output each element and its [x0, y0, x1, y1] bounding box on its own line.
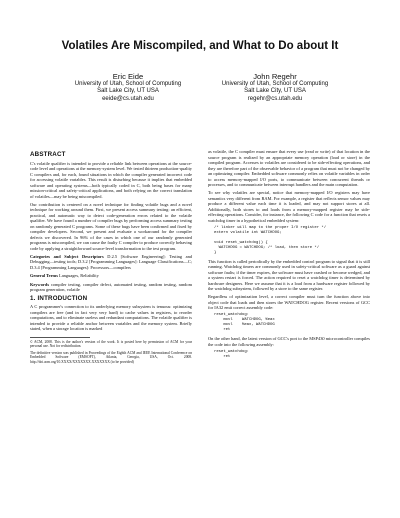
body-paragraph: Regardless of optimization level, a correct compiler must turn the function above into object code that loads and then stores the WATCHDOG register. Recent versions of GCC for IA32 emit correct assembly code:: [208, 294, 370, 310]
code-listing-ia32: reset_watchdog: movl WATCHDOG, %eax movl %eax, WATCHDOG ret: [214, 313, 275, 332]
keywords-label: Keywords: [30, 281, 50, 287]
general-terms: [30, 273, 192, 279]
terms-label: General Terms: [30, 273, 58, 278]
categories-text: D.2.5 [Software Engineering]: Testing and Debugging—testing tools; D.3.2 [Programming Languages]: Language Classifications—C; D.3.4 [Programming Languages]: Processors—compilers: [30, 253, 192, 270]
author-name: John Regehr: [253, 72, 297, 81]
code-listing-c: /* linker will map to the proper I/O register */ extern volatile int WATCHDOG; void reset_watchdog() { WATCHDOG = WATCHDOG; /* load, then store */ }: [214, 225, 327, 255]
body-paragraph: This function is called periodically by the embedded control program to signal that it is still running. Watchdog timers are commonly used in safety-critical software as a guard against software faults; if the timer expires, the software must have crashed or become wedged, and a system restart is forced. The action required to reset a watchdog timer is determined by hardware designers. Here we assume that it is a load from a hardware register followed by the watchdog subsystem, followed by a store to the same register.: [208, 258, 370, 291]
author-block-eide: [43, 72, 213, 103]
copyright-footnote: © ACM, 2008. This is the author's version of the work. It is posted here by permission of ACM for your personal use. Not for redistribution.: [30, 339, 192, 348]
intro-heading: 1. INTRODUCTION: [30, 294, 88, 302]
categories-label: Categories and Subject Descriptors: [30, 253, 104, 259]
body-paragraph: To see why volatiles are special, notice that memory-mapped I/O registers may have semantics very different from RAM. For example, a register that reflects sensor values may produce a different value each time it is loaded, and may not support stores at all. Additionally, both stores to and loads from a memory-mapped register may be side-effecting operations. Consider, for instance, the following C code for a function that resets a watchdog timer in a hypothetical embedded system:: [208, 190, 370, 223]
body-paragraph: On the other hand, the latest version of GCC's port to the MSP430 microcontroller compiles the code into the following assembly:: [208, 336, 370, 347]
paper-title: Volatiles Are Miscompiled, and What to Do about It: [61, 40, 339, 52]
author-name: Eric Eide: [112, 72, 144, 81]
author-email[interactable]: eeide@cs.utah.edu: [102, 95, 154, 102]
author-block-regehr: [190, 72, 360, 103]
author-affiliation: University of Utah, School of Computing: [74, 81, 182, 87]
author-affiliation: University of Utah, School of Computing: [221, 81, 329, 87]
abstract-paragraph: Our contribution is centered on a novel technique for finding volatile bugs and a novel technique for working around them. First, we present access summary testing: an efficient, practical, and automatic way to detect code-generation errors related to the volatile qualifier. We have found a number of compiler bugs by performing access summary testing on randomly generated C programs. Some of these bugs have been confirmed and fixed by compiler developers. Second, we present and evaluate a workaround for the compiler defects we discovered. In 96% of the cases in which one of our randomly generated programs is miscompiled, we can cause the faulty C compiler to produce correctly behaving code by applying a straightforward source-level transformation to the test program.: [30, 201, 192, 251]
right-column: [208, 149, 370, 363]
abstract-paragraph: C's volatile qualifier is intended to provide a reliable link between operations at the source-code level and operations at the memory-system level. We tested thirteen production-quality C compilers and, for each, found situations in which the compiler generated incorrect code for accessing volatile variables. This result is disturbing because it implies that embedded software and operating systems—both typically coded in C, both being bases for many mission-critical and safety-critical applications, and both relying on the correct translation of volatiles—may be being miscompiled.: [30, 160, 192, 199]
intro-paragraph: A C programmer's connection to its underlying memory subsystem is tenuous: optimizing compilers are free (and in fact very very hard) to cache values in registers, to reorder computations, and to eliminate useless and redundant computations. The volatile qualifier is intended to provide a reliable anchor between variables and the memory system. Briefly stated, when a storage location is marked: [30, 304, 192, 331]
body-paragraph: as volatile, the C compiler must ensure that every use (read or write) of that location in the source program is realized by an appropriate memory operation (load or store) in the compiled program. Accesses to volatiles are considered to be side-effecting operations, and they are therefore part of the observable behavior of a program that must not be changed by an optimizing compiler. Embedded software commonly relies on volatile variables in order to access memory-mapped I/O ports, to communicate between concurrent threads or processes, and to communicate between interrupt handlers and the main computation.: [208, 149, 370, 187]
abstract-heading: ABSTRACT: [30, 151, 66, 158]
author-location: Salt Lake City, UT USA: [97, 88, 159, 95]
terms-text: Languages, Reliability: [59, 273, 99, 278]
author-email[interactable]: regehr@cs.utah.edu: [247, 95, 303, 102]
footnote-divider: [30, 337, 90, 338]
publication-footnote: The definitive version was published in Proceedings of the Eighth ACM and IEEE International Conference on Embedded Software (EMSOFT), Atlanta, Georgia, USA, Oct. 2008. http://doi.acm.org/10.XXXX/XXXXXXX.XXXXXXX (to be provided): [30, 350, 192, 364]
left-column: [30, 152, 192, 367]
keywords-text: compiler testing, compiler defect, automated testing, random testing, random program generation, volatile: [30, 281, 192, 292]
author-location: Salt Lake City, UT USA: [244, 88, 306, 95]
categories: [30, 254, 192, 271]
code-listing-msp430: reset_watchdog: ret: [214, 349, 250, 359]
keywords: [30, 282, 192, 293]
